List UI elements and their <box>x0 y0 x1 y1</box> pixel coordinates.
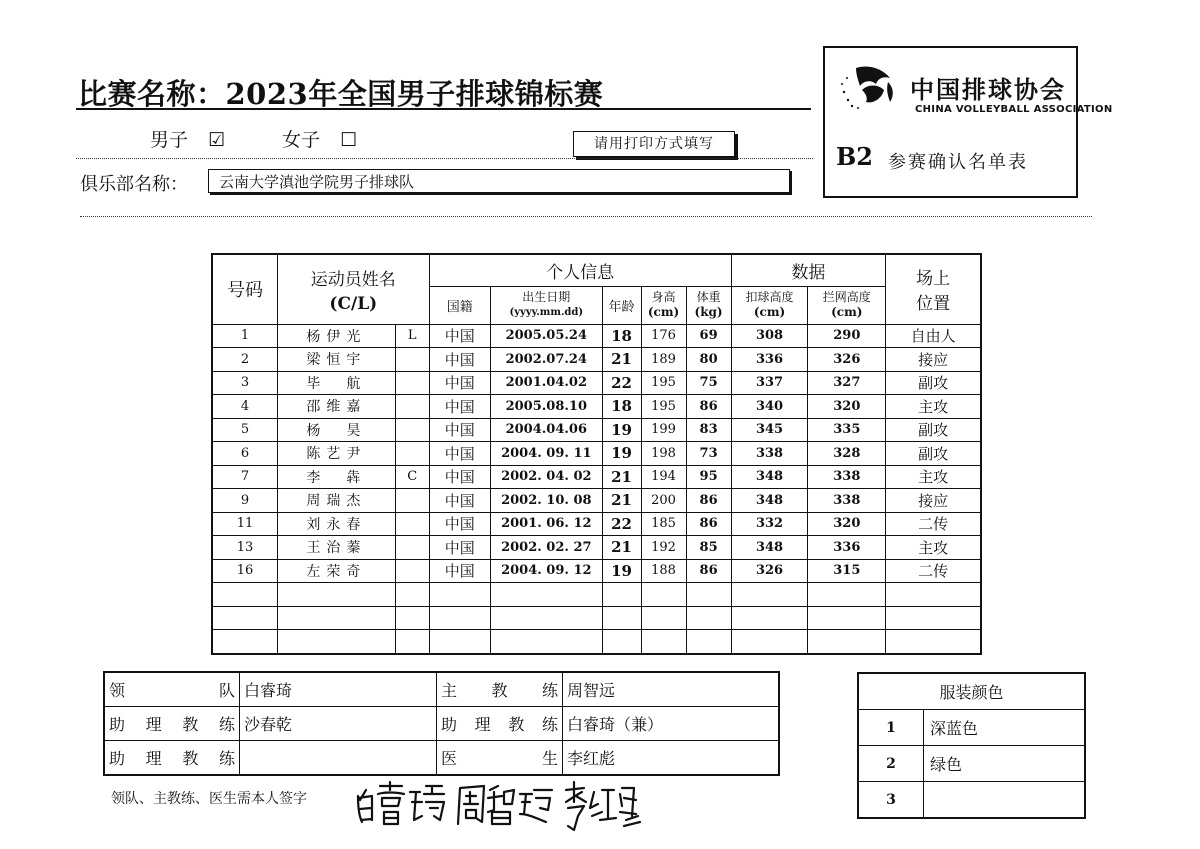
empty-cell[interactable] <box>731 583 808 607</box>
label-char: 队 <box>218 681 235 700</box>
header-personal-info: 个人信息 <box>429 254 731 286</box>
player-cl[interactable] <box>395 418 429 442</box>
club-label: 俱乐部名称： <box>80 174 188 195</box>
player-position[interactable]: 二传 <box>886 512 981 536</box>
association-name-cn: 中国排球协会 <box>910 76 1066 104</box>
player-age[interactable]: 18 <box>602 395 641 419</box>
handwritten-signatures <box>352 772 642 842</box>
table-row <box>212 442 981 466</box>
head-coach-label <box>441 678 558 701</box>
label-char: 教 <box>182 749 199 768</box>
player-position[interactable]: 主攻 <box>886 536 981 560</box>
player-height[interactable]: 198 <box>641 442 686 466</box>
empty-table-row <box>212 583 981 607</box>
player-height[interactable]: 195 <box>641 371 686 395</box>
header-weight-unit: (kg) <box>694 305 723 319</box>
assistant-coach-2-field[interactable]: 白睿琦（兼） <box>563 707 780 741</box>
player-age[interactable]: 18 <box>602 324 641 348</box>
empty-cell[interactable] <box>395 630 429 654</box>
volleyball-emblem-icon <box>838 62 896 112</box>
label-char: 教 <box>182 715 199 734</box>
female-label: 女子 <box>282 129 321 151</box>
signature-note: 领队、主教练、医生需本人签字 <box>111 791 307 807</box>
assistant-coach-label <box>109 746 235 769</box>
player-position[interactable]: 接应 <box>886 489 981 513</box>
table-row <box>212 512 981 536</box>
empty-cell[interactable] <box>602 630 641 654</box>
player-weight[interactable]: 80 <box>686 348 731 372</box>
dotted-divider <box>80 216 1092 217</box>
empty-cell[interactable] <box>491 606 603 630</box>
header-athlete-name-label: 运动员姓名 <box>310 269 396 290</box>
form-code: B2 <box>836 142 873 171</box>
label-char: 教 <box>491 681 508 700</box>
title-underline <box>76 108 811 110</box>
player-weight[interactable]: 86 <box>686 559 731 583</box>
player-cl[interactable] <box>395 442 429 466</box>
header-position-line2: 位置 <box>916 294 951 315</box>
assistant-coach-1-field[interactable]: 沙春乾 <box>240 707 437 741</box>
player-weight[interactable]: 86 <box>686 512 731 536</box>
player-spike-height[interactable]: 345 <box>731 418 808 442</box>
player-spike-height[interactable]: 326 <box>731 559 808 583</box>
player-position[interactable]: 二传 <box>886 559 981 583</box>
uniform-colors-title: 服装颜色 <box>858 673 1085 710</box>
uniform-color-field[interactable]: 绿色 <box>924 746 1086 782</box>
table-row <box>212 324 981 348</box>
player-cl[interactable] <box>395 536 429 560</box>
player-position[interactable]: 自由人 <box>886 324 981 348</box>
uniform-color-number: 1 <box>858 710 924 746</box>
player-cl[interactable] <box>395 512 429 536</box>
player-nationality[interactable]: 中国 <box>429 442 490 466</box>
head-coach-label-cell <box>437 672 563 707</box>
head-coach-name-field[interactable]: 周智远 <box>563 672 780 707</box>
empty-cell[interactable] <box>886 606 981 630</box>
table-row <box>212 395 981 419</box>
player-position[interactable]: 主攻 <box>886 395 981 419</box>
player-block-height[interactable]: 336 <box>808 536 886 560</box>
label-char: 练 <box>218 749 235 768</box>
player-nationality[interactable]: 中国 <box>429 536 490 560</box>
player-age[interactable]: 19 <box>602 442 641 466</box>
female-option[interactable] <box>282 125 357 152</box>
player-spike-height[interactable]: 337 <box>731 371 808 395</box>
header-data: 数据 <box>731 254 886 286</box>
player-height[interactable]: 188 <box>641 559 686 583</box>
player-position[interactable]: 接应 <box>886 348 981 372</box>
header-birth-date <box>491 286 603 324</box>
player-block-height[interactable]: 327 <box>808 371 886 395</box>
player-age[interactable]: 21 <box>602 489 641 513</box>
player-age[interactable]: 19 <box>602 418 641 442</box>
player-block-height[interactable]: 290 <box>808 324 886 348</box>
player-number[interactable]: 13 <box>212 536 278 560</box>
player-cl[interactable] <box>395 559 429 583</box>
player-block-height[interactable]: 338 <box>808 489 886 513</box>
male-option[interactable] <box>150 125 225 152</box>
player-number[interactable]: 6 <box>212 442 278 466</box>
player-weight[interactable]: 86 <box>686 395 731 419</box>
player-cl[interactable] <box>395 489 429 513</box>
player-spike-height[interactable]: 340 <box>731 395 808 419</box>
player-birth-date[interactable]: 2004. 09. 11 <box>491 442 603 466</box>
empty-cell[interactable] <box>429 606 490 630</box>
player-birth-date[interactable]: 2001.04.02 <box>491 371 603 395</box>
staff-table <box>103 671 780 776</box>
assistant-label-cell <box>437 707 563 741</box>
player-nationality[interactable]: 中国 <box>429 324 490 348</box>
player-cl[interactable] <box>395 395 429 419</box>
player-spike-height[interactable]: 332 <box>731 512 808 536</box>
assistant-coach-3-field[interactable] <box>240 741 437 776</box>
player-nationality[interactable]: 中国 <box>429 489 490 513</box>
header-age: 年龄 <box>602 286 641 324</box>
empty-cell[interactable] <box>686 583 731 607</box>
player-weight[interactable]: 86 <box>686 489 731 513</box>
player-number[interactable]: 7 <box>212 465 278 489</box>
player-number[interactable]: 1 <box>212 324 278 348</box>
label-char: 教 <box>508 715 525 734</box>
header-athlete-name <box>278 254 430 324</box>
association-name-en: CHINA VOLLEYBALL ASSOCIATION <box>915 104 1113 115</box>
header-height-unit: (cm) <box>647 305 680 319</box>
player-number[interactable]: 11 <box>212 512 278 536</box>
label-char: 练 <box>541 715 558 734</box>
player-height[interactable]: 199 <box>641 418 686 442</box>
empty-cell[interactable] <box>731 606 808 630</box>
player-name[interactable]: 王治蓁 <box>278 536 396 560</box>
player-cl[interactable]: C <box>395 465 429 489</box>
player-name[interactable]: 杨 昊 <box>278 418 396 442</box>
player-number[interactable]: 2 <box>212 348 278 372</box>
player-block-height[interactable]: 320 <box>808 395 886 419</box>
player-cl[interactable] <box>395 348 429 372</box>
empty-cell[interactable] <box>278 583 396 607</box>
header-position <box>886 254 981 324</box>
header-block-unit: (cm) <box>831 305 863 319</box>
player-birth-date[interactable]: 2005.08.10 <box>491 395 603 419</box>
uniform-color-field[interactable] <box>924 782 1086 819</box>
player-age[interactable]: 21 <box>602 465 641 489</box>
empty-cell[interactable] <box>278 606 396 630</box>
male-checkbox[interactable]: ☑ <box>208 129 226 151</box>
doctor-label-cell <box>437 741 563 776</box>
header-height <box>641 286 686 324</box>
player-spike-height[interactable]: 338 <box>731 442 808 466</box>
player-cl[interactable]: L <box>395 324 429 348</box>
player-number[interactable]: 3 <box>212 371 278 395</box>
label-char: 主 <box>441 681 458 700</box>
header-spike-label: 扣球高度 <box>745 290 794 304</box>
header-number: 号码 <box>212 254 278 324</box>
player-height[interactable]: 200 <box>641 489 686 513</box>
club-name-field[interactable]: 云南大学滇池学院男子排球队 <box>208 169 790 193</box>
player-spike-height[interactable]: 348 <box>731 536 808 560</box>
player-number[interactable]: 16 <box>212 559 278 583</box>
table-row <box>212 348 981 372</box>
uniform-color-number: 3 <box>858 782 924 819</box>
player-height[interactable]: 176 <box>641 324 686 348</box>
assistant-coach-label <box>109 712 235 735</box>
uniform-colors-table <box>857 672 1086 819</box>
player-name[interactable]: 周瑞杰 <box>278 489 396 513</box>
player-nationality[interactable]: 中国 <box>429 465 490 489</box>
label-char: 助 <box>109 715 126 734</box>
roster-table <box>211 253 982 655</box>
table-row <box>212 536 981 560</box>
header-spike-height <box>731 286 808 324</box>
player-spike-height[interactable]: 308 <box>731 324 808 348</box>
empty-cell[interactable] <box>491 583 603 607</box>
label-char: 练 <box>541 681 558 700</box>
player-nationality[interactable]: 中国 <box>429 395 490 419</box>
label-char: 理 <box>145 749 162 768</box>
header-height-label: 身高 <box>651 290 676 304</box>
leader-label-cell <box>104 672 240 707</box>
empty-cell[interactable] <box>212 583 278 607</box>
player-birth-date[interactable]: 2005.05.24 <box>491 324 603 348</box>
label-char: 生 <box>541 749 558 768</box>
player-name[interactable]: 左荣奇 <box>278 559 396 583</box>
empty-cell[interactable] <box>808 630 886 654</box>
header-birth-label: 出生日期 <box>522 290 571 304</box>
player-name[interactable]: 梁恒宇 <box>278 348 396 372</box>
label-char: 领 <box>109 681 126 700</box>
assistant-label-cell <box>104 741 240 776</box>
player-name[interactable]: 邵维嘉 <box>278 395 396 419</box>
player-block-height[interactable]: 320 <box>808 512 886 536</box>
player-weight[interactable]: 85 <box>686 536 731 560</box>
player-birth-date[interactable]: 2001. 06. 12 <box>491 512 603 536</box>
empty-cell[interactable] <box>641 606 686 630</box>
empty-cell[interactable] <box>641 630 686 654</box>
header-cl: (C/L) <box>329 293 378 314</box>
uniform-color-number: 2 <box>858 746 924 782</box>
label-char: 助 <box>441 715 458 734</box>
empty-cell[interactable] <box>808 583 886 607</box>
empty-table-row <box>212 630 981 654</box>
print-note: 请用打印方式填写 <box>573 131 735 157</box>
empty-cell[interactable] <box>886 583 981 607</box>
doctor-name-field[interactable]: 李红彪 <box>563 741 780 776</box>
player-height[interactable]: 185 <box>641 512 686 536</box>
player-weight[interactable]: 75 <box>686 371 731 395</box>
empty-cell[interactable] <box>602 606 641 630</box>
table-row <box>212 465 981 489</box>
player-nationality[interactable]: 中国 <box>429 512 490 536</box>
player-name[interactable]: 陈艺尹 <box>278 442 396 466</box>
player-birth-date[interactable]: 2002. 10. 08 <box>491 489 603 513</box>
leader-label <box>109 678 235 701</box>
player-spike-height[interactable]: 336 <box>731 348 808 372</box>
empty-table-row <box>212 606 981 630</box>
empty-cell[interactable] <box>808 606 886 630</box>
player-birth-date[interactable]: 2002. 02. 27 <box>491 536 603 560</box>
player-number[interactable]: 4 <box>212 395 278 419</box>
player-age[interactable]: 21 <box>602 536 641 560</box>
header-position-line1: 场上 <box>916 269 951 290</box>
player-number[interactable]: 9 <box>212 489 278 513</box>
player-birth-date[interactable]: 2002. 04. 02 <box>491 465 603 489</box>
player-weight[interactable]: 73 <box>686 442 731 466</box>
empty-cell[interactable] <box>491 630 603 654</box>
player-block-height[interactable]: 315 <box>808 559 886 583</box>
player-position[interactable]: 副攻 <box>886 418 981 442</box>
assistant-label-cell <box>104 707 240 741</box>
empty-cell[interactable] <box>278 630 396 654</box>
player-nationality[interactable]: 中国 <box>429 559 490 583</box>
header-spike-unit: (cm) <box>753 305 786 319</box>
player-block-height[interactable]: 328 <box>808 442 886 466</box>
player-height[interactable]: 192 <box>641 536 686 560</box>
header-weight-label: 体重 <box>696 290 721 304</box>
player-age[interactable]: 19 <box>602 559 641 583</box>
player-position[interactable]: 副攻 <box>886 371 981 395</box>
player-birth-date[interactable]: 2004. 09. 12 <box>491 559 603 583</box>
player-name[interactable]: 刘永春 <box>278 512 396 536</box>
player-block-height[interactable]: 338 <box>808 465 886 489</box>
dotted-divider <box>76 158 813 159</box>
player-name[interactable]: 毕 航 <box>278 371 396 395</box>
competition-title: 比赛名称：2023年全国男子排球锦标赛 <box>78 77 604 111</box>
player-birth-date[interactable]: 2002.07.24 <box>491 348 603 372</box>
empty-cell[interactable] <box>686 630 731 654</box>
player-spike-height[interactable]: 348 <box>731 489 808 513</box>
table-row <box>212 418 981 442</box>
player-nationality[interactable]: 中国 <box>429 418 490 442</box>
table-row <box>212 489 981 513</box>
player-name[interactable]: 杨伊光 <box>278 324 396 348</box>
header-block-height <box>808 286 886 324</box>
player-weight[interactable]: 83 <box>686 418 731 442</box>
empty-cell[interactable] <box>602 583 641 607</box>
player-block-height[interactable]: 326 <box>808 348 886 372</box>
player-nationality[interactable]: 中国 <box>429 371 490 395</box>
empty-cell[interactable] <box>429 583 490 607</box>
empty-cell[interactable] <box>395 606 429 630</box>
player-position[interactable]: 副攻 <box>886 442 981 466</box>
label-char: 助 <box>109 749 126 768</box>
doctor-label <box>441 746 558 769</box>
player-weight[interactable]: 69 <box>686 324 731 348</box>
player-height[interactable]: 189 <box>641 348 686 372</box>
label-char: 理 <box>474 715 491 734</box>
header-nationality: 国籍 <box>429 286 490 324</box>
empty-cell[interactable] <box>686 606 731 630</box>
player-name[interactable]: 李 犇 <box>278 465 396 489</box>
male-label: 男子 <box>150 129 189 151</box>
empty-cell[interactable] <box>212 606 278 630</box>
empty-cell[interactable] <box>212 630 278 654</box>
player-height[interactable]: 194 <box>641 465 686 489</box>
player-number[interactable]: 5 <box>212 418 278 442</box>
label-char: 医 <box>441 749 458 768</box>
player-position[interactable]: 主攻 <box>886 465 981 489</box>
player-nationality[interactable]: 中国 <box>429 348 490 372</box>
player-spike-height[interactable]: 348 <box>731 465 808 489</box>
header-block-label: 拦网高度 <box>822 290 871 304</box>
uniform-color-field[interactable]: 深蓝色 <box>924 710 1086 746</box>
player-age[interactable]: 22 <box>602 512 641 536</box>
empty-cell[interactable] <box>641 583 686 607</box>
player-cl[interactable] <box>395 371 429 395</box>
table-row <box>212 371 981 395</box>
table-row <box>212 559 981 583</box>
empty-cell[interactable] <box>395 583 429 607</box>
female-checkbox[interactable]: ☐ <box>340 129 358 151</box>
label-char: 练 <box>218 715 235 734</box>
player-weight[interactable]: 95 <box>686 465 731 489</box>
player-age[interactable]: 22 <box>602 371 641 395</box>
player-age[interactable]: 21 <box>602 348 641 372</box>
empty-cell[interactable] <box>429 630 490 654</box>
header-birth-format: (yyyy.mm.dd) <box>509 307 584 318</box>
player-birth-date[interactable]: 2004.04.06 <box>491 418 603 442</box>
leader-name-field[interactable]: 白睿琦 <box>240 672 437 707</box>
player-block-height[interactable]: 335 <box>808 418 886 442</box>
form-title: 参赛确认名单表 <box>888 152 1028 173</box>
player-height[interactable]: 195 <box>641 395 686 419</box>
header-weight <box>686 286 731 324</box>
empty-cell[interactable] <box>886 630 981 654</box>
empty-cell[interactable] <box>731 630 808 654</box>
label-char: 理 <box>145 715 162 734</box>
assistant-coach-label <box>441 712 558 735</box>
